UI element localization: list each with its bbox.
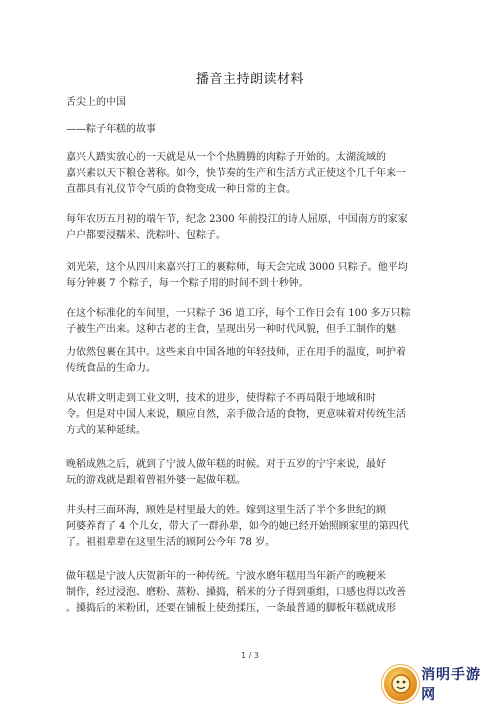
paragraph-line: 制作，经过浸泡、磨粉、蒸粉、搡捣，稻米的分子得到重组，口感也得以改善 — [66, 587, 406, 598]
paragraph-line: 晚稻成熟之后，就到了宁波人做年糕的时候。对于五岁的宁宇来说，最好 — [66, 459, 386, 470]
paragraph-line: 户户都要浸糯米、洗粽叶、包粽子。 — [66, 230, 226, 241]
paragraph-line: 子被生产出来。这种古老的主食，呈现出另一种时代风貌，但手工制作的魅 — [66, 324, 396, 335]
paragraph-line: 传统食品的生命力。 — [66, 363, 156, 374]
subtitle-story: ——粽子年糕的故事 — [66, 124, 156, 135]
subtitle: 舌尖上的中国 — [66, 97, 126, 108]
paragraph-line: 嘉兴人踏实放心的一天就是从一个个热腾腾的肉粽子开始的。太湖流域的 — [66, 152, 386, 163]
site-watermark — [384, 666, 494, 702]
mascot-logo-icon — [384, 667, 417, 701]
document-title: 播音主持朗读材料 — [195, 72, 304, 87]
paragraph-line: 了。祖祖辈辈在这里生活的顾阿公今年 78 岁。 — [66, 537, 276, 548]
paragraph-line: 嘉兴素以天下粮仓著称。如今，快节奏的生产和生活方式正使这个几千年来一 — [66, 168, 406, 179]
paragraph-line: 在这个标准化的车间里，一只粽子 36 道工序，每个工作日会有 100 多万只粽 — [66, 308, 411, 319]
paragraph-line: 令。但是对中国人来说，顺应自然，亲手做合适的食物，更意味着对传统生活 — [66, 409, 406, 420]
paragraph-line: 阿婆养育了 4 个儿女，带大了一群孙辈，如今的她已经开始照顾家里的第四代 — [66, 521, 409, 532]
page-indicator: 1 / 3 — [241, 651, 259, 660]
paragraph-line: 每分钟裹 7 个粽子，每一个粽子用的时间不到十秒钟。 — [66, 278, 309, 289]
paragraph-line: 刘光荣，这个从四川来嘉兴打工的裹粽师，每天会完成 3000 只粽子。他平均 — [66, 262, 408, 273]
paragraph-line: 做年糕是宁波人庆贺新年的一种传统。宁波水磨年糕用当年新产的晚粳米 — [66, 571, 386, 582]
paragraph-line: 井头村三面环海，顾姓是村里最大的姓。嫁到这里生活了半个多世纪的顾 — [66, 505, 386, 516]
paragraph-line: 从农耕文明走到工业文明，技术的进步，使得粽子不再局限于地域和时 — [66, 393, 376, 404]
paragraph-line: 每年农历五月初的端午节，纪念 2300 年前投江的诗人屈原，中国南方的家家 — [66, 214, 408, 225]
paragraph-line: 方式的某种延续。 — [66, 425, 146, 436]
paragraph-line: 直都具有礼仪节令气质的食物变成一种日常的主食。 — [66, 184, 296, 195]
paragraph-line: 。搡捣后的米粉团，还要在铺板上使劲揉压，一条最普通的脚板年糕就成形 — [66, 603, 396, 614]
paragraph-line: 玩的游戏就是跟着曾祖外婆一起做年糕。 — [66, 475, 246, 486]
watermark-text: 消明手游网 — [421, 667, 482, 703]
paragraph-line: 力依然包裹在其中。这些来自中国各地的年轻技师，正在用手的温度，呵护着 — [66, 347, 406, 358]
